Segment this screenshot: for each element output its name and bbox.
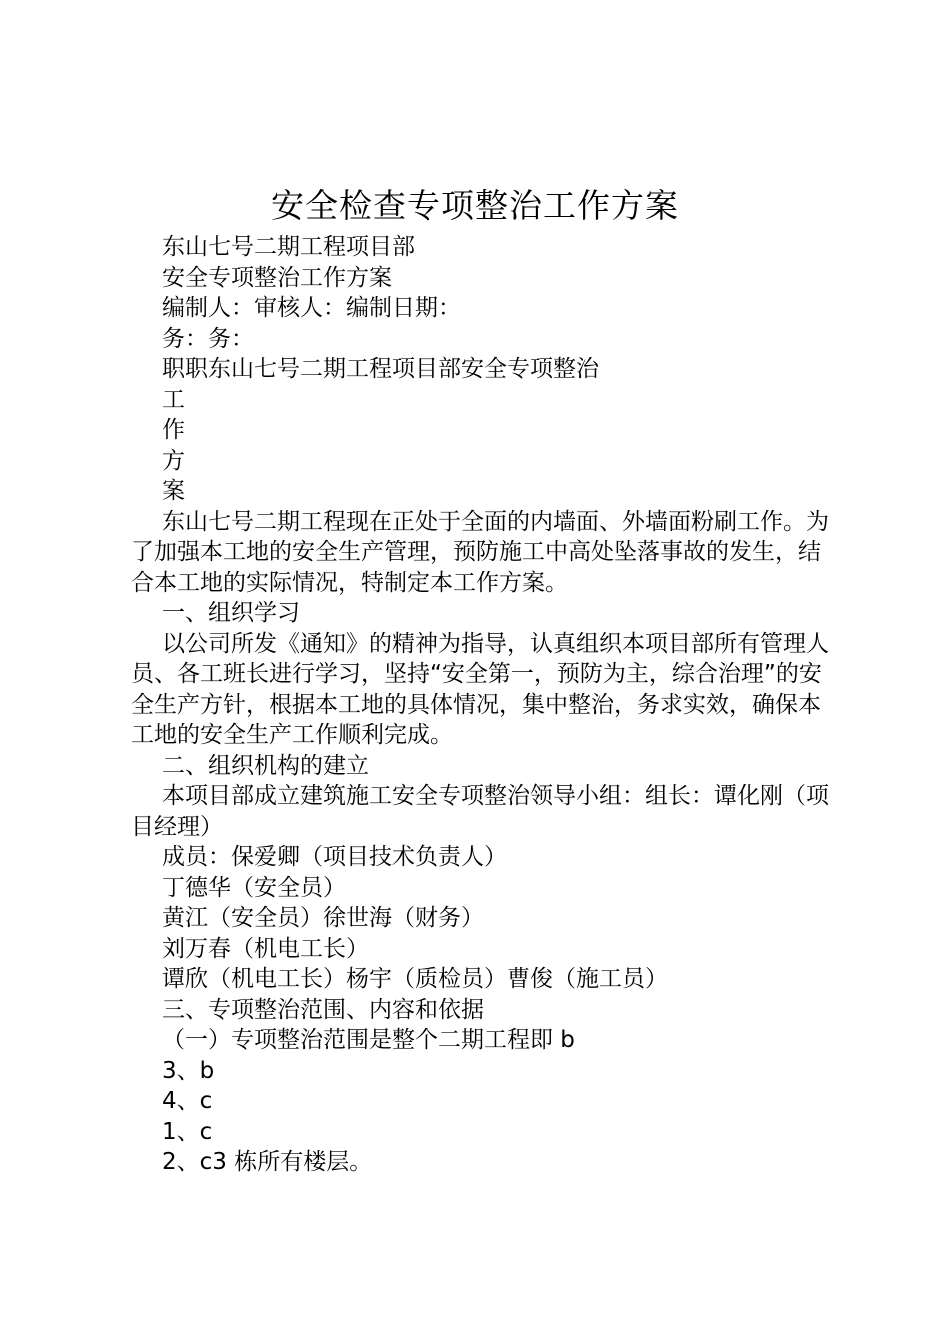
section-paragraph: 以公司所发《通知》的精神为指导，认真组织本项目部所有管理人员、各工班长进行学习，坚持“安全第一，预防为主，综合治理”的安全生产方针，根据本工地的具体情况，集中整治，务求实效，确保本工地的安全生产工作顺利完成。 bbox=[131, 630, 829, 748]
member-line: 黄江（安全员）徐世海（财务） bbox=[162, 905, 484, 931]
header-line: 作 bbox=[162, 417, 185, 443]
header-line: 编制人：审核人：编制日期： bbox=[162, 295, 461, 321]
section-heading: 二、组织机构的建立 bbox=[162, 752, 369, 779]
header-line: 东山七号二期工程项目部 bbox=[162, 234, 415, 260]
scope-line: 4、c bbox=[162, 1088, 213, 1114]
scope-line: 1、c bbox=[162, 1118, 213, 1145]
header-line: 工 bbox=[162, 386, 185, 413]
intro-paragraph: 东山七号二期工程现在正处于全面的内墙面、外墙面粉刷工作。为了加强本工地的安全生产管理，预防施工中高处坠落事故的发生，结合本工地的实际情况，特制定本工作方案。 bbox=[131, 508, 829, 596]
member-line: 谭欣（机电工长）杨宇（质检员）曹俊（施工员） bbox=[162, 966, 668, 992]
member-line: 丁德华（安全员） bbox=[162, 874, 346, 901]
header-line: 安全专项整治工作方案 bbox=[162, 264, 392, 291]
header-line: 案 bbox=[162, 478, 185, 504]
section-paragraph: 本项目部成立建筑施工安全专项整治领导小组：组长：谭化刚（项目经理） bbox=[131, 783, 829, 840]
member-line: 刘万春（机电工长） bbox=[162, 935, 369, 962]
section-heading: 一、组织学习 bbox=[162, 600, 300, 626]
header-line: 务：务： bbox=[162, 325, 254, 352]
scope-line: 3、b bbox=[162, 1057, 215, 1084]
scope-line: （一）专项整治范围是整个二期工程即 b bbox=[162, 1027, 575, 1053]
document-title: 安全检查专项整治工作方案 bbox=[271, 186, 679, 225]
section-heading: 三、专项整治范围、内容和依据 bbox=[162, 996, 484, 1023]
scope-line: 2、c3 栋所有楼层。 bbox=[162, 1149, 373, 1175]
member-line: 成员：保爱卿（项目技术负责人） bbox=[162, 844, 507, 870]
document-body bbox=[131, 232, 831, 1178]
header-line: 方 bbox=[162, 447, 185, 474]
header-line: 职职东山七号二期工程项目部安全专项整治 bbox=[162, 356, 599, 382]
